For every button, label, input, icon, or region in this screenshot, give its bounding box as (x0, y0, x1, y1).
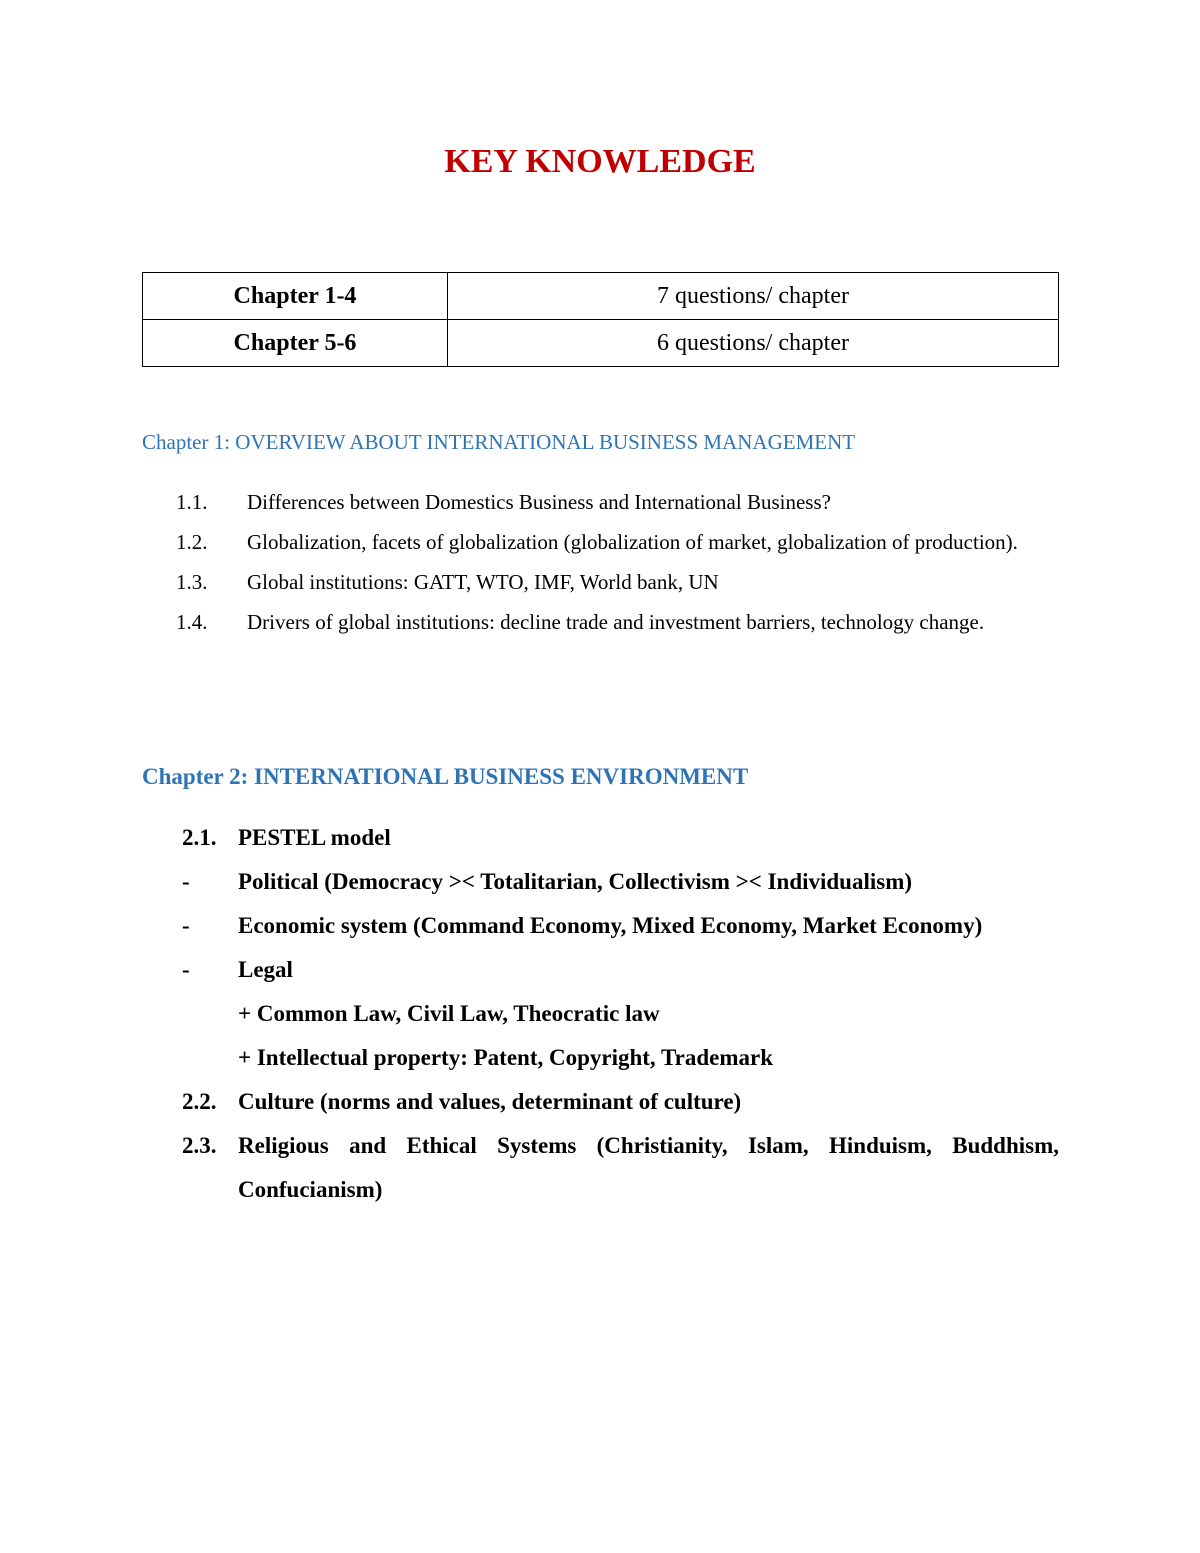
item-text: PESTEL model (238, 825, 391, 850)
item-bullet: - (182, 913, 190, 938)
item-bullet: - (182, 957, 190, 982)
item-text: Religious and Ethical Systems (Christianity, Islam, Hinduism, Buddhism, Confucianism) (238, 1133, 1059, 1202)
page-title: KEY KNOWLEDGE (444, 143, 756, 180)
list-item (142, 602, 1059, 642)
list-item (142, 860, 1059, 904)
item-text: Economic system (Command Economy, Mixed Economy, Market Economy) (238, 913, 983, 938)
table-row (143, 320, 1059, 367)
item-text: Legal (238, 957, 293, 982)
table-cell-questions: 7 questions/ chapter (448, 273, 1059, 320)
question-distribution-table (142, 272, 1059, 367)
item-text: Political (Democracy >< Totalitarian, Collectivism >< Individualism) (238, 869, 913, 894)
table-cell-questions: 6 questions/ chapter (448, 320, 1059, 367)
chapter-2-heading: Chapter 2: INTERNATIONAL BUSINESS ENVIRONMENT (142, 764, 749, 789)
item-text: Global institutions: GATT, WTO, IMF, World bank, UN (247, 570, 719, 594)
item-number: 1.4. (176, 610, 208, 634)
item-text: Globalization, facets of globalization (globalization of market, globalization of production). (247, 530, 1018, 554)
item-number: 2.2. (182, 1089, 217, 1114)
item-number: 2.1. (182, 825, 217, 850)
chapter-1-list (142, 482, 1059, 642)
item-text: Differences between Domestics Business and International Business? (247, 490, 831, 514)
list-item (142, 1080, 1059, 1124)
item-number: 1.2. (176, 530, 208, 554)
table-cell-chapters: Chapter 1-4 (143, 273, 448, 320)
list-item (142, 948, 1059, 992)
list-item (142, 562, 1059, 602)
list-item (142, 816, 1059, 860)
list-item (142, 1124, 1059, 1212)
item-text: Culture (norms and values, determinant of culture) (238, 1089, 742, 1114)
item-bullet: - (182, 869, 190, 894)
item-text: + Common Law, Civil Law, Theocratic law (238, 1001, 660, 1026)
list-item (142, 482, 1059, 522)
table-row (143, 273, 1059, 320)
table-cell-chapters: Chapter 5-6 (143, 320, 448, 367)
item-number: 2.3. (182, 1133, 217, 1158)
list-item (142, 904, 1059, 948)
item-number: 1.3. (176, 570, 208, 594)
list-item (142, 992, 1059, 1036)
chapter-1-heading: Chapter 1: OVERVIEW ABOUT INTERNATIONAL BUSINESS MANAGEMENT (142, 430, 856, 454)
list-item (142, 522, 1059, 562)
item-text: Drivers of global institutions: decline trade and investment barriers, technology change. (247, 610, 985, 634)
item-text: + Intellectual property: Patent, Copyright, Trademark (238, 1045, 774, 1070)
chapter-2-list (142, 816, 1059, 1212)
item-number: 1.1. (176, 490, 208, 514)
list-item (142, 1036, 1059, 1080)
